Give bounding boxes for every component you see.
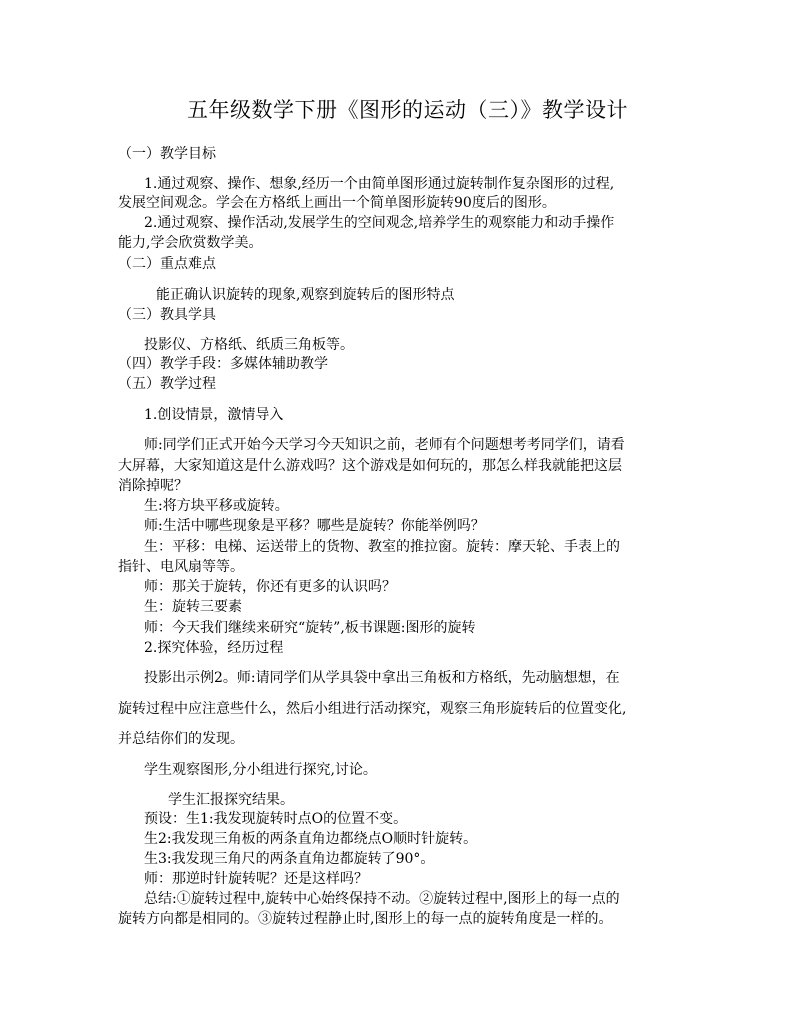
paragraph-line: 生：平移：电梯、运送带上的货物、教室的推拉窗。旋转：摩天轮、手表上的 [144, 539, 620, 555]
section-heading: （四）教学手段：多媒体辅助教学 [118, 356, 328, 372]
paragraph-line: 师：那逆时针旋转呢？还是这样吗？ [144, 871, 368, 887]
paragraph-line: 生：旋转三要素 [144, 599, 242, 615]
paragraph-line: 投影出示例2。师:请同学们从学具袋中拿出三角板和方格纸，先动脑想想，在 [144, 670, 620, 686]
paragraph-line: 学生汇报探究结果。 [168, 792, 294, 808]
paragraph-line: 师：今天我们继续来研究“旋转”,板书课题:图形的旋转 [144, 620, 476, 636]
document-title: 五年级数学下册《图形的运动（三）》教学设计 [187, 98, 628, 122]
paragraph-line: 能正确认识旋转的现象,观察到旋转后的图形特点 [156, 287, 455, 303]
paragraph-line: 师:同学们正式开始今天学习今天知识之前，老师有个问题想考考同学们，请看 [144, 437, 625, 453]
paragraph-line: 1.创设情景，激情导入 [144, 407, 284, 423]
paragraph-line: 预设：生1:我发现旋转时点O的位置不变。 [144, 811, 408, 827]
paragraph-line: 旋转方向都是相同的。③旋转过程静止时,图形上的每一点的旋转角度是一样的。 [118, 911, 613, 927]
paragraph-line: 2.探究体验，经历过程 [144, 640, 284, 656]
section-heading: （二）重点难点 [118, 256, 216, 272]
paragraph-line: 指针、电风扇等等。 [118, 559, 244, 575]
paragraph-line: 学生观察图形,分小组进行探究,讨论。 [144, 762, 377, 778]
paragraph-line: 发展空间观念。学会在方格纸上画出一个简单图形旋转90度后的图形。 [118, 195, 556, 211]
section-heading: （五）教学过程 [118, 376, 216, 392]
section-heading: （三）教具学具 [118, 307, 216, 323]
paragraph-line: 生3:我发现三角尺的两条直角边都旋转了90°。 [144, 851, 435, 867]
paragraph-line: 消除掉呢？ [118, 478, 188, 494]
paragraph-line: 2.通过观察、操作活动,发展学生的空间观念,培养学生的观察能力和动手操作 [144, 215, 615, 231]
paragraph-line: 能力,学会欣赏数学美。 [118, 235, 263, 251]
paragraph-line: 师：那关于旋转，你还有更多的认识吗？ [144, 579, 396, 595]
paragraph-line: 1.通过观察、操作、想象,经历一个由简单图形通过旋转制作复杂图形的过程, [144, 176, 615, 192]
paragraph-line: 并总结你们的发现。 [118, 731, 244, 747]
paragraph-line: 师:生活中哪些现象是平移？哪些是旋转？你能举例吗？ [144, 518, 485, 534]
section-heading: （一）教学目标 [118, 146, 216, 162]
paragraph-line: 投影仪、方格纸、纸质三角板等。 [144, 337, 354, 353]
paragraph-line: 生2:我发现三角板的两条直角边都绕点O顺时针旋转。 [144, 831, 478, 847]
paragraph-line: 生:将方块平移或旋转。 [144, 498, 289, 514]
paragraph-line: 总结:①旋转过程中,旋转中心始终保持不动。②旋转过程中,图形上的每一点的 [144, 891, 620, 907]
paragraph-line: 旋转过程中应注意些什么，然后小组进行活动探究，观察三角形旋转后的位置变化, [118, 701, 627, 717]
paragraph-line: 大屏幕，大家知道这是什么游戏吗？这个游戏是如何玩的，那怎么样我就能把这层 [118, 458, 622, 474]
